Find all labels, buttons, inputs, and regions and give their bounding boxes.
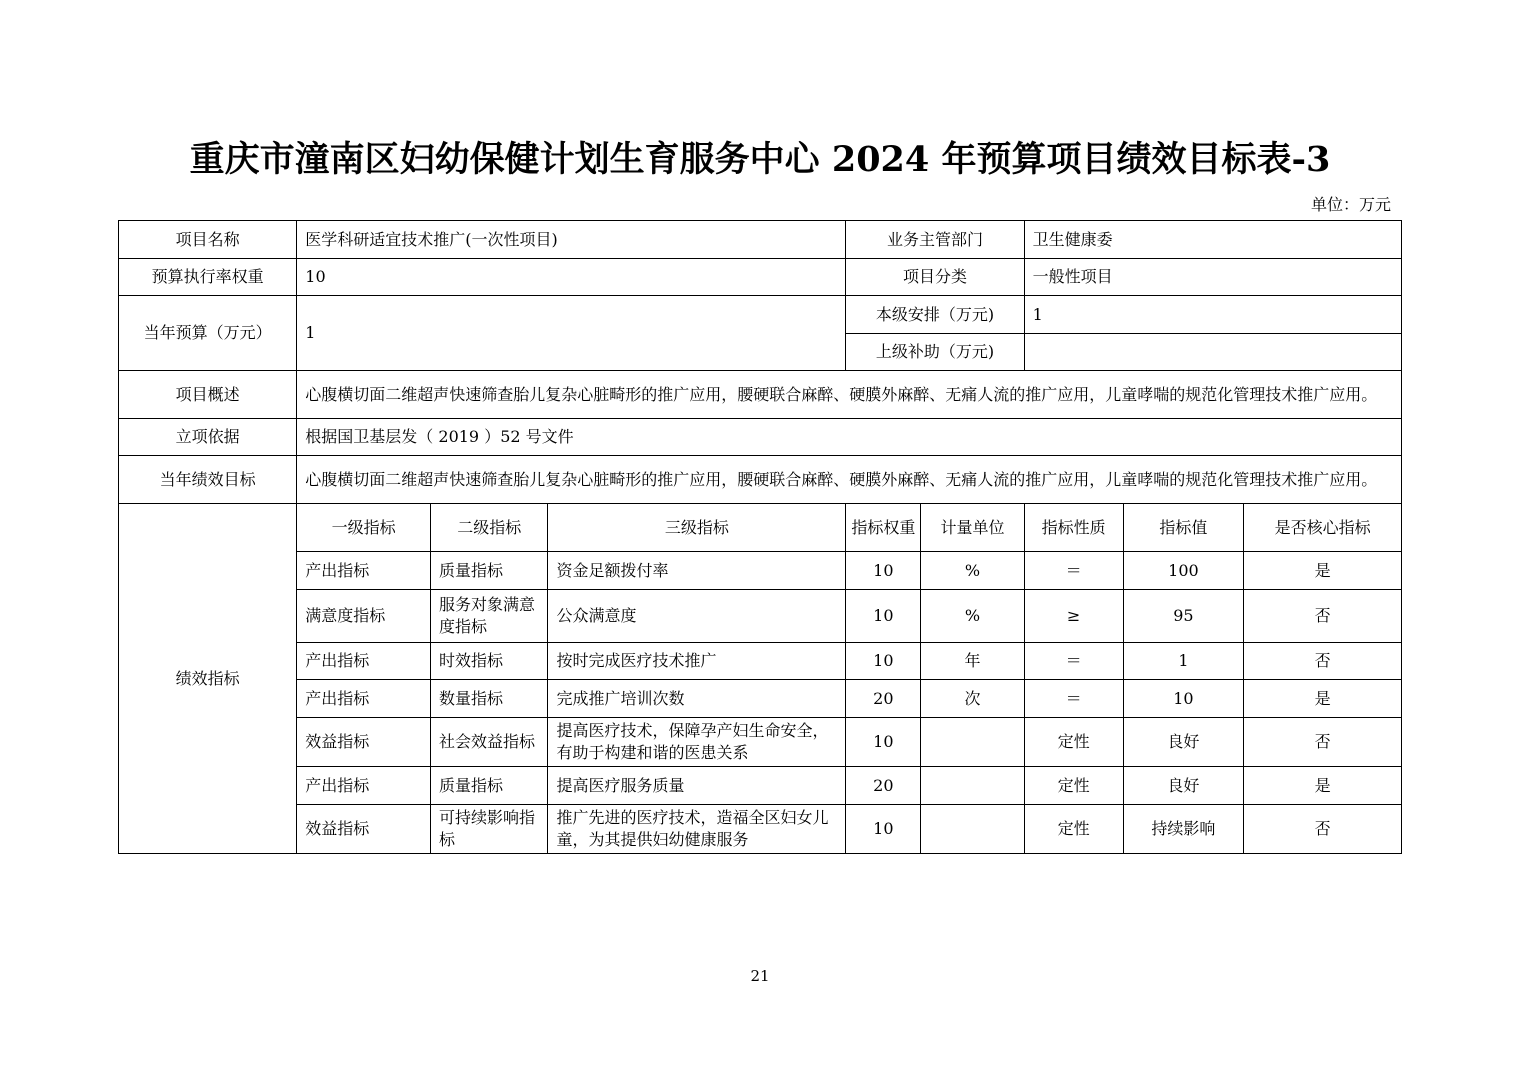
upper-label: 上级补助（万元)	[846, 334, 1024, 371]
cell-weight: 10	[846, 590, 921, 643]
cell-unit	[921, 718, 1024, 767]
cell-level1: 产出指标	[297, 680, 431, 718]
header-value: 指标值	[1123, 504, 1244, 552]
dept-label: 业务主管部门	[846, 221, 1024, 259]
unit-label: 单位：万元	[1310, 195, 1391, 214]
indicator-header-row	[119, 504, 1402, 552]
cell-unit: 次	[921, 680, 1024, 718]
goal-value: 心腹横切面二维超声快速筛查胎儿复杂心脏畸形的推广应用，腰硬联合麻醉、硬膜外麻醉、无痛人流的推广应用，儿童哮喘的规范化管理技术推广应用。	[297, 456, 1402, 504]
table-row	[119, 767, 1402, 805]
cell-weight: 20	[846, 680, 921, 718]
cell-unit: %	[921, 552, 1024, 590]
row-project-name	[119, 221, 1402, 259]
header-core: 是否核心指标	[1244, 504, 1402, 552]
exec-weight-value: 10	[297, 259, 846, 296]
cell-value: 良好	[1123, 767, 1244, 805]
cell-level3: 提高医疗技术，保障孕产妇生命安全，有助于构建和谐的医患关系	[548, 718, 846, 767]
budget-value: 1	[297, 296, 846, 371]
category-value: 一般性项目	[1024, 259, 1401, 296]
header-level3: 三级指标	[548, 504, 846, 552]
budget-label: 当年预算（万元）	[119, 296, 297, 371]
row-goal	[119, 456, 1402, 504]
cell-value: 100	[1123, 552, 1244, 590]
cell-level2: 数量指标	[431, 680, 548, 718]
cell-core: 否	[1244, 590, 1402, 643]
performance-table	[118, 220, 1402, 854]
exec-weight-label: 预算执行率权重	[119, 259, 297, 296]
cell-core: 是	[1244, 767, 1402, 805]
cell-weight: 10	[846, 805, 921, 854]
page-number: 21	[750, 967, 770, 985]
cell-value: 95	[1123, 590, 1244, 643]
cell-core: 是	[1244, 680, 1402, 718]
cell-level1: 满意度指标	[297, 590, 431, 643]
basis-label: 立项依据	[119, 419, 297, 456]
cell-core: 是	[1244, 552, 1402, 590]
cell-level2: 质量指标	[431, 767, 548, 805]
cell-level1: 效益指标	[297, 718, 431, 767]
cell-core: 否	[1244, 718, 1402, 767]
summary-label: 项目概述	[119, 371, 297, 419]
row-basis	[119, 419, 1402, 456]
cell-weight: 10	[846, 552, 921, 590]
table-row	[119, 680, 1402, 718]
cell-level2: 服务对象满意度指标	[431, 590, 548, 643]
dept-value: 卫生健康委	[1024, 221, 1401, 259]
cell-core: 否	[1244, 805, 1402, 854]
header-nature: 指标性质	[1024, 504, 1123, 552]
cell-level3: 提高医疗服务质量	[548, 767, 846, 805]
header-level2: 二级指标	[431, 504, 548, 552]
upper-value	[1024, 334, 1401, 371]
table-row	[119, 643, 1402, 680]
header-weight: 指标权重	[846, 504, 921, 552]
page-title: 重庆市潼南区妇幼保健计划生育服务中心 2024 年预算项目绩效目标表-3	[189, 139, 1331, 180]
cell-value: 10	[1123, 680, 1244, 718]
header-level1: 一级指标	[297, 504, 431, 552]
cell-unit	[921, 805, 1024, 854]
cell-level3: 资金足额拨付率	[548, 552, 846, 590]
cell-nature: 定性	[1024, 718, 1123, 767]
cell-level1: 效益指标	[297, 805, 431, 854]
summary-value: 心腹横切面二维超声快速筛查胎儿复杂心脏畸形的推广应用，腰硬联合麻醉、硬膜外麻醉、无痛人流的推广应用，儿童哮喘的规范化管理技术推广应用。	[297, 371, 1402, 419]
cell-level2: 可持续影响指标	[431, 805, 548, 854]
cell-level2: 质量指标	[431, 552, 548, 590]
project-name-label: 项目名称	[119, 221, 297, 259]
cell-nature: ＝	[1024, 552, 1123, 590]
header-unit: 计量单位	[921, 504, 1024, 552]
local-label: 本级安排（万元)	[846, 296, 1024, 334]
cell-unit: %	[921, 590, 1024, 643]
table-row	[119, 805, 1402, 854]
cell-nature: ＝	[1024, 680, 1123, 718]
category-label: 项目分类	[846, 259, 1024, 296]
cell-level3: 完成推广培训次数	[548, 680, 846, 718]
cell-nature: 定性	[1024, 805, 1123, 854]
cell-value: 良好	[1123, 718, 1244, 767]
row-budget	[119, 296, 1402, 334]
cell-level1: 产出指标	[297, 767, 431, 805]
basis-value: 根据国卫基层发（ 2019 ）52 号文件	[297, 419, 1402, 456]
cell-level1: 产出指标	[297, 552, 431, 590]
cell-value: 持续影响	[1123, 805, 1244, 854]
local-value: 1	[1024, 296, 1401, 334]
project-name-value: 医学科研适宜技术推广(一次性项目)	[297, 221, 846, 259]
row-exec-weight	[119, 259, 1402, 296]
cell-nature: 定性	[1024, 767, 1123, 805]
table-row	[119, 552, 1402, 590]
cell-core: 否	[1244, 643, 1402, 680]
table-row	[119, 718, 1402, 767]
cell-unit	[921, 767, 1024, 805]
cell-level2: 时效指标	[431, 643, 548, 680]
cell-nature: ≥	[1024, 590, 1123, 643]
cell-value: 1	[1123, 643, 1244, 680]
row-summary	[119, 371, 1402, 419]
cell-level1: 产出指标	[297, 643, 431, 680]
cell-level2: 社会效益指标	[431, 718, 548, 767]
cell-level3: 公众满意度	[548, 590, 846, 643]
goal-label: 当年绩效目标	[119, 456, 297, 504]
cell-weight: 10	[846, 643, 921, 680]
indicators-label: 绩效指标	[119, 504, 297, 854]
cell-weight: 10	[846, 718, 921, 767]
cell-nature: ＝	[1024, 643, 1123, 680]
cell-level3: 按时完成医疗技术推广	[548, 643, 846, 680]
cell-weight: 20	[846, 767, 921, 805]
cell-level3: 推广先进的医疗技术，造福全区妇女儿童，为其提供妇幼健康服务	[548, 805, 846, 854]
cell-unit: 年	[921, 643, 1024, 680]
table-row	[119, 590, 1402, 643]
